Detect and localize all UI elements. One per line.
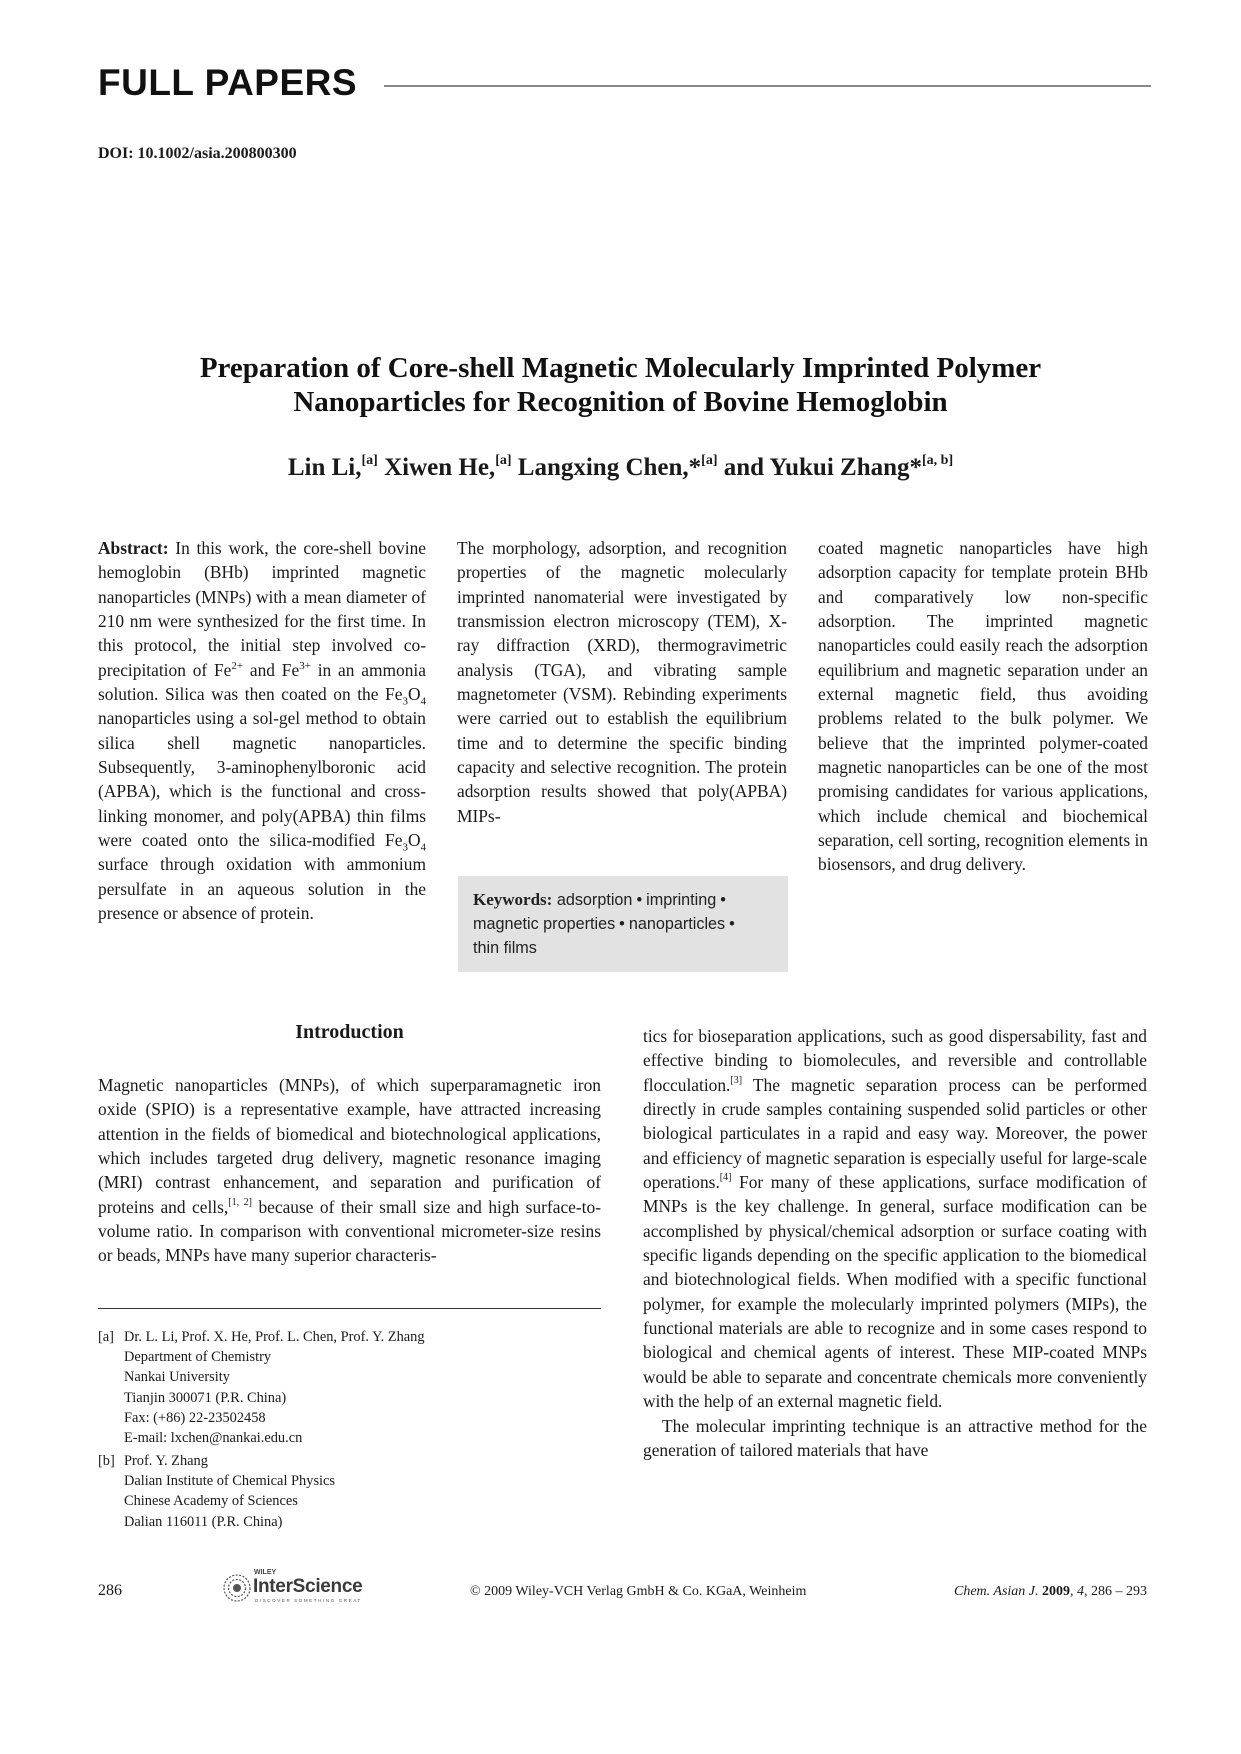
affiliation-line: Department of Chemistry xyxy=(124,1349,272,1366)
introduction-heading: Introduction xyxy=(295,1021,404,1043)
body-text: tics for bioseparation applications, such as good dispersability, fast and effective binding to biomolecules, and reversible and controllable flocculation. xyxy=(643,1026,1147,1095)
author-name: and Yukui Zhang* xyxy=(723,454,923,481)
abstract-text: The morphology, adsorption, and recognition properties of the magnetic molecularly imprinted nanomaterial were investigated by transmission electron microscopy (TEM), X-ray diffraction (XRD), thermogravimetric analysis (TGA), and vibrating sample magnetometer (VSM). Rebinding experiments were carried out to establish the equilibrium time and to determine the specific binding capacity and selective recognition. The protein adsorption results showed that poly(APBA) MIPs- xyxy=(457,538,787,826)
author-name: Xiwen He, xyxy=(384,454,496,481)
abstract-column-2 xyxy=(457,536,787,828)
subscript: 4 xyxy=(420,841,426,854)
keyword-separator: • xyxy=(636,891,643,909)
keywords-label: Keywords: xyxy=(473,890,553,909)
author-name: Langxing Chen,* xyxy=(517,454,702,481)
logo-name: InterScience xyxy=(253,1576,363,1597)
abstract-text: surface through oxidation with ammonium persulfate in an aqueous solution in the presence or absence of protein. xyxy=(98,854,426,924)
body-text: because of their small size and high surface-to-volume ratio. In comparison with conventional micrometer-size resins or beads, MNPs have many superior characteris- xyxy=(98,1196,601,1266)
affiliation-email[interactable]: E-mail: lxchen@nankai.edu.cn xyxy=(124,1430,303,1447)
keyword: magnetic properties xyxy=(473,915,616,933)
subscript: 4 xyxy=(420,695,426,708)
affiliation-tag: [a] xyxy=(98,1329,114,1345)
doi: DOI: 10.1002/asia.200800300 xyxy=(98,145,297,162)
abstract-column-1 xyxy=(98,536,426,926)
title-line-2: Nanoparticles for Recognition of Bovine Hemoglobin xyxy=(293,386,948,418)
copyright: © 2009 Wiley-VCH Verlag GmbH & Co. KGaA, Weinheim xyxy=(470,1584,807,1599)
keyword-separator: • xyxy=(619,915,625,933)
logo-tagline: DISCOVER SOMETHING GREAT xyxy=(255,1598,362,1603)
introduction-column-left xyxy=(98,1073,601,1268)
author-list xyxy=(100,454,1141,482)
affiliation-line: Tianjin 300071 (P.R. China) xyxy=(124,1389,287,1406)
affiliation-line: Dr. L. Li, Prof. X. He, Prof. L. Chen, Prof. Y. Zhang xyxy=(124,1329,425,1345)
abstract-text: nanoparticles using a sol-gel method to obtain silica shell magnetic nanoparticles. Subsequently, 3-aminophenylboronic acid (APBA), which is the functional and cross-linking monomer, and poly(APBA) thin films were coated onto the silica-modified Fe xyxy=(98,708,426,851)
body-text: Magnetic nanoparticles (MNPs), of which superparamagnetic iron oxide (SPIO) is a representative example, have attracted increasing attention in the fields of biomedical and biotechnological applications, which includes targeted drug delivery, magnetic resonance imaging (MRI) contrast enhancement, and separation and purification of proteins and cells, xyxy=(98,1075,601,1217)
abstract-text: O xyxy=(407,830,421,851)
body-text: The magnetic separation process can be performed directly in crude samples containing suspended solid particles or other biological particulates in a rapid and easy way. Moreover, the power and efficiency of magnetic separation is especially useful for large-scale operations. xyxy=(643,1074,1147,1193)
affiliation-line: Prof. Y. Zhang xyxy=(124,1453,208,1469)
affiliation-line: Nankai University xyxy=(124,1369,230,1386)
affiliation-line: Dalian 116011 (P.R. China) xyxy=(124,1513,283,1530)
body-text: For many of these applications, surface modification of MNPs is the key challenge. In general, surface modification can be accomplished by physical/chemical adsorption or surface coating with specific ligands depending on the specific application to the biomedical and biotechnological fields. When modified with a specific functional polymer, for example the molecularly imprinted polymers (MIPs), the functional materials are able to recognize and in some cases respond to biological and chemical agents of interest. These MIP-coated MNPs would be able to separate and concentrate chemicals more conveniently with the help of an external magnetic field. xyxy=(643,1172,1147,1412)
keyword: adsorption xyxy=(556,891,633,909)
citation-year: 2009 xyxy=(1042,1584,1070,1599)
abstract-text: and Fe xyxy=(243,659,300,680)
keyword: thin films xyxy=(473,939,537,957)
journal-citation: Chem. Asian J. 2009, 4, 286 – 293 xyxy=(953,1584,1147,1599)
author-affiliation-mark: [a, b] xyxy=(922,453,954,468)
keyword: imprinting xyxy=(646,891,717,909)
citation-ref[interactable]: [1, 2] xyxy=(228,1196,253,1208)
subscript: 3 xyxy=(402,841,408,854)
citation-pages: 286 – 293 xyxy=(1091,1584,1147,1599)
abstract-column-3 xyxy=(818,536,1148,877)
abstract-text: coated magnetic nanoparticles have high adsorption capacity for template protein BHb and comparatively low non-specific adsorption. The imprinted magnetic nanoparticles could easily reach the adsorption equilibrium and magnetic separation under an external magnetic field, thus avoiding problems related to the bulk polymer. We believe that the imprinted polymer-coated magnetic nanoparticles can be one of the most promising candidates for various applications, which include chemical and biochemical separation, cell sorting, recognition elements in biosensors, and drug delivery. xyxy=(818,538,1148,875)
header-rule xyxy=(384,85,1151,87)
citation-ref[interactable]: [4] xyxy=(719,1172,732,1184)
globe-icon xyxy=(222,1571,252,1605)
keywords-box xyxy=(458,876,788,972)
author-name: Lin Li, xyxy=(287,454,362,481)
affiliation-line: Fax: (+86) 22-23502458 xyxy=(124,1409,266,1426)
citation-ref[interactable]: [3] xyxy=(730,1074,743,1086)
body-text: The molecular imprinting technique is an attractive method for the generation of tailored materials that have xyxy=(643,1415,1147,1460)
footnote-rule xyxy=(98,1308,601,1309)
abstract-text: In this work, the core-shell bovine hemoglobin (BHb) imprinted magnetic nanoparticles (MNPs) with a mean diameter of 210 nm were synthesized for the first time. In this protocol, the initial step involved co-precipitation of Fe xyxy=(98,538,426,680)
abstract-label: Abstract: xyxy=(98,538,169,558)
introduction-column-right xyxy=(643,1024,1147,1462)
abstract-text: O xyxy=(407,684,421,705)
affiliation-line: Dalian Institute of Chemical Physics xyxy=(124,1473,336,1490)
citation-journal: Chem. Asian J. xyxy=(953,1584,1039,1599)
article-title xyxy=(100,351,1141,419)
page-number: 286 xyxy=(98,1582,122,1599)
citation-volume: 4 xyxy=(1077,1584,1084,1599)
affiliation-a xyxy=(98,1327,601,1448)
logo-wiley: WILEY xyxy=(254,1569,277,1576)
subscript: 3 xyxy=(402,695,408,708)
affiliation-b xyxy=(98,1451,601,1532)
section-label: FULL PAPERS xyxy=(98,62,358,103)
affiliation-line: Chinese Academy of Sciences xyxy=(124,1493,298,1510)
title-line-1: Preparation of Core-shell Magnetic Molecularly Imprinted Polymer xyxy=(199,352,1042,384)
affiliation-tag: [b] xyxy=(98,1453,115,1469)
keyword-separator: • xyxy=(720,891,726,909)
keyword: nanoparticles xyxy=(628,915,726,933)
superscript: 3+ xyxy=(299,659,311,672)
superscript: 2+ xyxy=(231,659,244,672)
abstract-text: in an ammonia solution. Silica was then coated on the Fe xyxy=(98,659,426,705)
author-affiliation-mark: [a] xyxy=(495,453,512,468)
interscience-logo[interactable] xyxy=(222,1568,382,1608)
keyword-separator: • xyxy=(729,915,735,933)
author-affiliation-mark: [a] xyxy=(361,453,378,468)
author-affiliation-mark: [a] xyxy=(701,453,718,468)
